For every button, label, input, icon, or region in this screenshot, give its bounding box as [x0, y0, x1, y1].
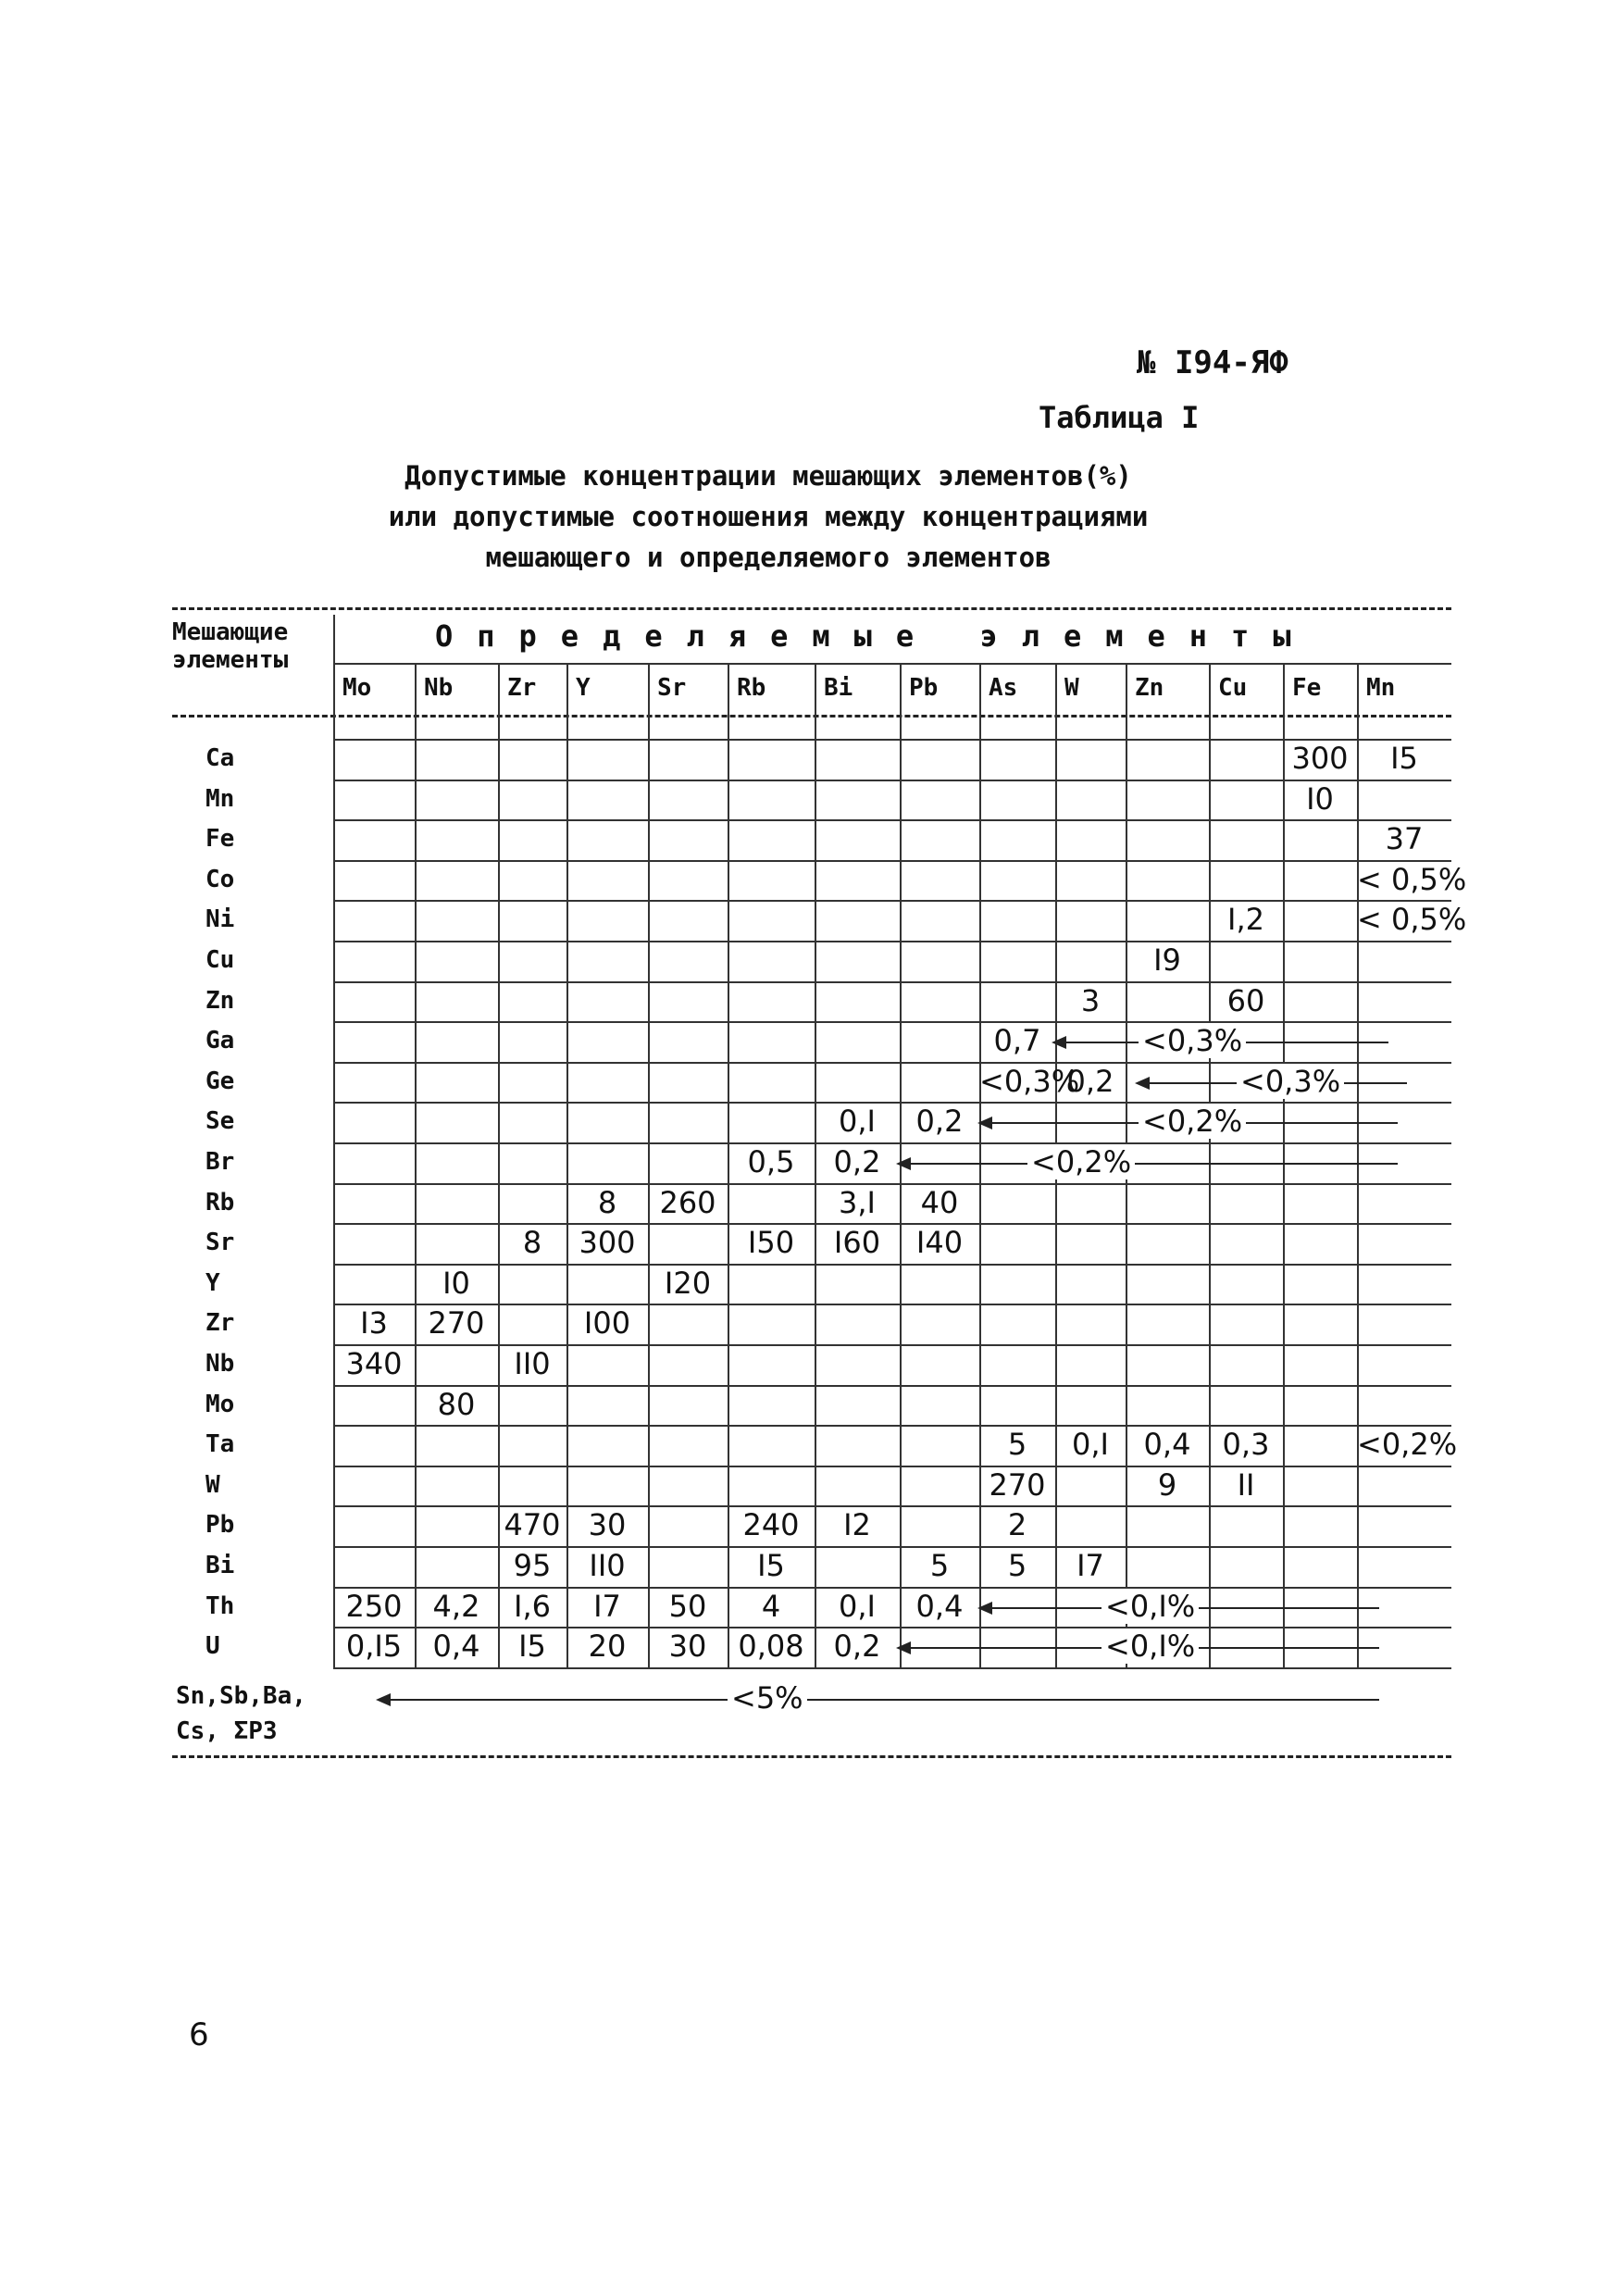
header-interfering-elements: [172, 618, 288, 674]
cell-zr-mo: I3: [360, 1305, 388, 1341]
cell-co-mn: < 0,5%: [1357, 861, 1467, 897]
cell-zn-w: 3: [1080, 982, 1101, 1018]
cell-br-bi: 0,2: [833, 1144, 881, 1179]
caption-line-3: мешающего и определяемого элементов: [485, 542, 1052, 573]
cell-bi-rb: I5: [757, 1548, 785, 1583]
cell-bi-zr: 95: [513, 1548, 552, 1583]
header-rule: [172, 715, 1451, 718]
row-header-mo: Mo: [205, 1390, 235, 1418]
column-line: [648, 663, 650, 1667]
row-header-ga: Ga: [205, 1027, 235, 1055]
row-header-se: Se: [205, 1107, 235, 1136]
cell-ca-fe: 300: [1291, 741, 1349, 776]
cell-nb-mo: 340: [345, 1346, 403, 1381]
column-header-pb: Pb: [909, 674, 939, 702]
cell-pb-rb: 240: [742, 1507, 800, 1543]
top-rule: [172, 607, 1451, 610]
row-header-pb: Pb: [205, 1511, 235, 1540]
cell-th-mo: 250: [345, 1588, 403, 1624]
cell-ta-zn: 0,4: [1143, 1427, 1191, 1463]
span-value-ge: <0,3%: [1237, 1064, 1344, 1099]
cell-ta-cu: 0,3: [1222, 1427, 1270, 1463]
cell-rb-sr: 260: [659, 1184, 716, 1220]
cell-u-nb: 0,4: [432, 1628, 480, 1665]
column-line: [1209, 663, 1211, 1667]
span-arrow-br: [900, 1163, 1398, 1165]
cell-pb-bi: I2: [843, 1507, 871, 1543]
header-determined-elements: Определяемые элементы: [435, 618, 1315, 654]
cell-sr-y: 300: [579, 1225, 636, 1261]
cell-th-pb: 0,4: [915, 1588, 964, 1624]
column-header-mn: Mn: [1366, 674, 1396, 702]
row-header-ca: Ca: [205, 744, 235, 772]
column-line: [415, 663, 417, 1667]
column-header-y: Y: [576, 674, 591, 702]
row-header-br: Br: [205, 1148, 235, 1176]
cell-rb-bi: 3,I: [839, 1184, 876, 1220]
cell-th-nb: 4,2: [432, 1588, 480, 1624]
span-value-u: <0,I%: [1101, 1628, 1199, 1664]
footnote-line-2: Cs, ΣРЗ: [176, 1716, 278, 1745]
column-line: [1357, 663, 1359, 1667]
cell-y-sr: I20: [664, 1265, 712, 1301]
row-header-u: U: [205, 1632, 220, 1661]
cell-ca-mn: I5: [1390, 741, 1418, 776]
column-header-nb: Nb: [424, 674, 454, 702]
column-header-cu: Cu: [1218, 674, 1248, 702]
row-header-th: Th: [205, 1591, 235, 1620]
cell-br-rb: 0,5: [747, 1144, 795, 1179]
row-header-ta: Ta: [205, 1430, 235, 1459]
column-header-as: As: [989, 674, 1018, 702]
cell-th-sr: 50: [668, 1588, 707, 1624]
column-header-rb: Rb: [737, 674, 766, 702]
row-line: [333, 1667, 1451, 1669]
cell-w-cu: II: [1237, 1466, 1255, 1503]
cell-ga-as: 0,7: [993, 1023, 1041, 1059]
row-header-w: W: [205, 1470, 220, 1499]
cell-nb-zr: II0: [514, 1346, 551, 1381]
row-header-co: Co: [205, 865, 235, 893]
cell-mn-fe: I0: [1306, 780, 1334, 817]
row-header-ni: Ni: [205, 905, 235, 934]
row-header-bi: Bi: [205, 1552, 235, 1579]
cell-th-zr: I,6: [514, 1588, 551, 1624]
column-header-bi: Bi: [824, 674, 853, 702]
row-header-nb: Nb: [205, 1350, 235, 1378]
cell-pb-as: 2: [1007, 1507, 1027, 1543]
cell-se-bi: 0,I: [839, 1104, 876, 1140]
cell-u-zr: I5: [518, 1628, 546, 1665]
cell-mo-nb: 80: [437, 1386, 476, 1422]
cell-ta-mn: <0,2%: [1357, 1427, 1458, 1463]
row-header-mn: Mn: [205, 784, 235, 813]
cell-bi-y: II0: [589, 1548, 626, 1583]
cell-u-bi: 0,2: [833, 1628, 881, 1665]
column-header-zr: Zr: [507, 674, 537, 702]
cell-ge-as: <0,3%: [979, 1063, 1080, 1099]
cell-y-nb: I0: [442, 1265, 470, 1301]
footnote-span-value: <5%: [728, 1680, 807, 1716]
cell-th-bi: 0,I: [839, 1588, 876, 1624]
header-left-line-1: Мешающие: [172, 618, 289, 646]
span-value-ga: <0,3%: [1139, 1023, 1246, 1058]
cell-ni-mn: < 0,5%: [1357, 902, 1467, 938]
cell-se-pb: 0,2: [915, 1104, 964, 1140]
cell-u-mo: 0,I5: [345, 1628, 403, 1665]
cell-w-as: 270: [989, 1466, 1046, 1503]
cell-rb-pb: 40: [920, 1184, 959, 1220]
row-header-y: Y: [205, 1268, 220, 1297]
cell-u-rb: 0,08: [738, 1628, 804, 1665]
cell-sr-bi: I60: [833, 1225, 881, 1261]
cell-pb-zr: 470: [504, 1507, 561, 1543]
cell-ge-w: 0,2: [1066, 1063, 1114, 1099]
footnote-line-1: Sn,Sb,Ba,: [176, 1681, 306, 1710]
cell-pb-y: 30: [588, 1507, 627, 1543]
table-label: Таблица I: [1039, 400, 1200, 435]
cell-sr-zr: 8: [522, 1225, 542, 1261]
caption-line-1: Допустимые концентрации мешающих элементов(%): [404, 460, 1132, 492]
cell-bi-pb: 5: [929, 1548, 950, 1583]
column-line: [333, 615, 335, 1667]
span-value-se: <0,2%: [1139, 1104, 1246, 1139]
page-number: 6: [189, 2016, 209, 2053]
cell-zr-y: I00: [583, 1305, 631, 1341]
row-header-fe: Fe: [205, 825, 235, 854]
cell-th-y: I7: [593, 1588, 621, 1624]
cell-th-rb: 4: [761, 1588, 781, 1624]
footnote-span-arrow: [380, 1699, 1379, 1701]
cell-bi-as: 5: [1007, 1548, 1027, 1583]
cell-rb-y: 8: [597, 1184, 617, 1220]
cell-sr-pb: I40: [915, 1225, 964, 1261]
cell-bi-w: I7: [1077, 1548, 1104, 1583]
column-header-fe: Fe: [1292, 674, 1322, 702]
row-header-cu: Cu: [205, 946, 235, 974]
column-header-mo: Mo: [342, 674, 372, 702]
footnote-elements: [176, 1678, 306, 1749]
bottom-rule: [172, 1755, 1451, 1758]
document-number: № I94-ЯФ: [1137, 344, 1288, 381]
cell-zn-cu: 60: [1226, 982, 1265, 1018]
row-header-zr: Zr: [205, 1309, 235, 1338]
cell-ni-cu: I,2: [1227, 902, 1264, 938]
caption-line-2: или допустимые соотношения между концентрациями: [388, 501, 1149, 532]
span-value-th: <0,I%: [1101, 1589, 1199, 1624]
column-header-w: W: [1064, 674, 1079, 702]
row-header-sr: Sr: [205, 1229, 235, 1257]
row-header-rb: Rb: [205, 1188, 235, 1217]
column-header-zn: Zn: [1135, 674, 1164, 702]
row-header-zn: Zn: [205, 986, 235, 1015]
cell-fe-mn: 37: [1385, 821, 1424, 857]
cell-ta-w: 0,I: [1072, 1427, 1109, 1463]
cell-ta-as: 5: [1007, 1427, 1027, 1463]
header-left-line-2: элементы: [172, 646, 289, 674]
cell-cu-zn: I9: [1153, 942, 1181, 978]
column-header-sr: Sr: [657, 674, 687, 702]
span-value-br: <0,2%: [1027, 1144, 1135, 1179]
cell-zr-nb: 270: [428, 1305, 485, 1341]
row-header-ge: Ge: [205, 1067, 235, 1095]
cell-w-zn: 9: [1157, 1466, 1177, 1503]
cell-u-sr: 30: [668, 1628, 707, 1665]
cell-sr-rb: I50: [747, 1225, 795, 1261]
cell-u-y: 20: [588, 1628, 627, 1665]
